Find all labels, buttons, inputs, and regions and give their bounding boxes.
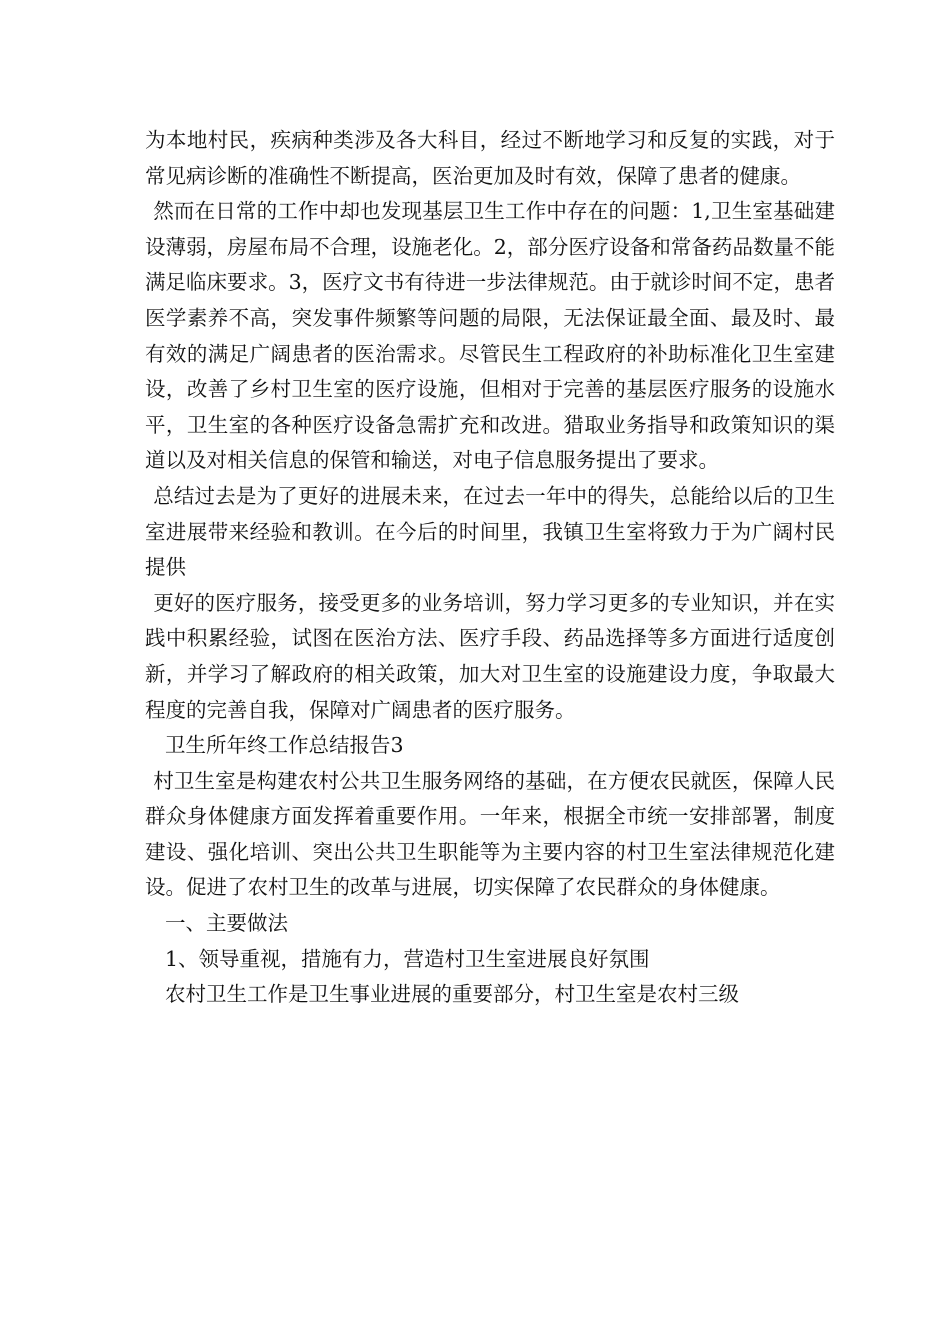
paragraph-6: 农村卫生工作是卫生事业进展的重要部分，村卫生室是农村三级 xyxy=(165,982,739,1007)
heading-main-practices: 一、主要做法 xyxy=(165,911,288,936)
section-title: 卫生所年终工作总结报告3 xyxy=(165,733,404,758)
paragraph-1: 为本地村民，疾病种类涉及各大科目，经过不断地学习和反复的实践，对于常见病诊断的准确性不断提高，医治更加及时有效，保障了患者的健康。 xyxy=(145,128,835,188)
paragraph-5: 村卫生室是构建农村公共卫生服务网络的基础，在方便农民就医，保障人民群众身体健康方面发挥着重要作用。一年来，根据全市统一安排部署，制度建设、强化培训、突出公共卫生职能等为主要内容的村卫生室法律规范化建设。促进了农村卫生的改革与进展，切实保障了农民群众的身体健康。 xyxy=(145,768,835,900)
paragraph-4: 更好的医疗服务，接受更多的业务培训，努力学习更多的专业知识，并在实践中积累经验，试图在医治方法、医疗手段、药品选择等多方面进行适度创新，并学习了解政府的相关政策，加大对卫生室的设施建设力度，争取最大程度的完善自我，保障对广阔患者的医疗服务。 xyxy=(145,590,835,722)
paragraph-3: 总结过去是为了更好的进展未来，在过去一年中的得失，总能给以后的卫生室进展带来经验和教训。在今后的时间里，我镇卫生室将致力于为广阔村民提供 xyxy=(145,483,835,580)
subheading-leadership: 1、领导重视，措施有力，营造村卫生室进展良好氛围 xyxy=(165,946,650,971)
document-body xyxy=(145,123,835,1013)
paragraph-2: 然而在日常的工作中却也发现基层卫生工作中存在的问题：1,卫生室基础建设薄弱，房屋布局不合理，设施老化。2，部分医疗设备和常备药品数量不能满足临床要求。3，医疗文书有待进一步法律规范。由于就诊时间不定，患者医学素养不高，突发事件频繁等问题的局限，无法保证最全面、最及时、最有效的满足广阔患者的医治需求。尽管民生工程政府的补助标准化卫生室建设，改善了乡村卫生室的医疗设施，但相对于完善的基层医疗服务的设施水平，卫生室的各种医疗设备急需扩充和改进。猎取业务指导和政策知识的渠道以及对相关信息的保管和输送，对电子信息服务提出了要求。 xyxy=(145,199,835,473)
